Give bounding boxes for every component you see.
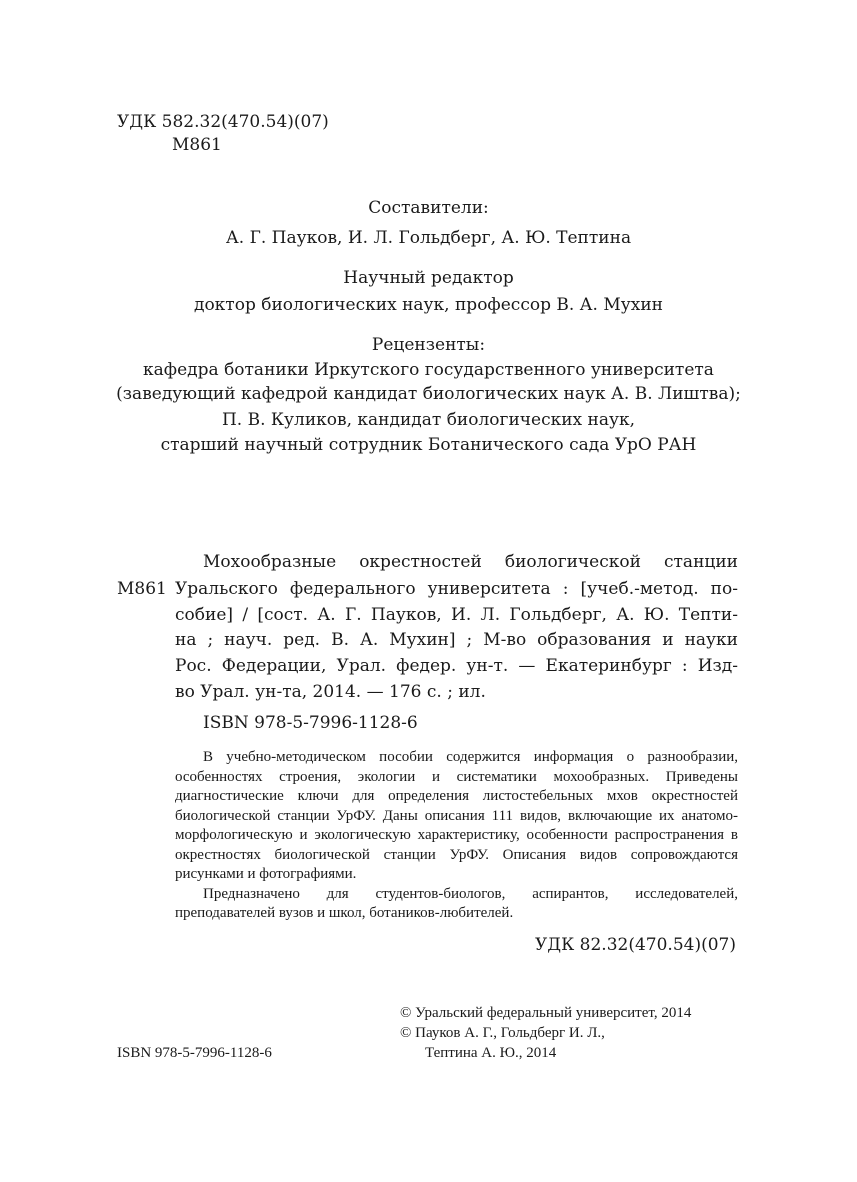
reviewer-2-line-1: П. В. Куликов, кандидат биологических наук, (221, 410, 636, 430)
isbn-bib: ISBN 978-5-7996-1128-6 (203, 713, 418, 733)
reviewer-1-line-2: (заведующий кафедрой кандидат биологических наук А. В. Лиштва); (116, 384, 741, 404)
udk-code-bottom: УДК 82.32(470.54)(07) (535, 935, 736, 955)
reviewers-heading: Рецензенты: (371, 335, 486, 355)
bib-line-2: Уральского федерального университета : [учеб.-метод. по- (175, 579, 738, 599)
reviewer-1-line-1: кафедра ботаники Иркутского государственного университета (143, 360, 714, 380)
bib-line-1: Мохообразные окрестностей биологической станции (203, 552, 738, 572)
bib-line-3: собие] / [сост. А. Г. Пауков, И. Л. Гольдберг, А. Ю. Тепти- (175, 605, 738, 625)
author-mark-bib: М861 (117, 579, 167, 599)
reviewer-2-line-2: старший научный сотрудник Ботанического сада УрО РАН (160, 435, 697, 455)
bib-line-4: на ; науч. ред. В. А. Мухин] ; М-во образования и науки (175, 630, 738, 650)
bib-line-5: Рос. Федерации, Урал. федер. ун-т. — Екатеринбург : Изд- (175, 656, 738, 676)
compilers-names: А. Г. Пауков, И. Л. Гольдберг, А. Ю. Тептина (225, 228, 632, 248)
copyright-line-1: © Уральский федеральный университет, 2014 (400, 1005, 692, 1021)
copyright-line-3: Тептина А. Ю., 2014 (425, 1045, 557, 1061)
editor-heading: Научный редактор (343, 268, 514, 288)
isbn-bottom: ISBN 978-5-7996-1128-6 (117, 1045, 272, 1061)
editor-name: доктор биологических наук, профессор В. А. Мухин (193, 295, 663, 315)
annotation (175, 748, 738, 924)
copyright-line-2: © Пауков А. Г., Гольдберг И. Л., (400, 1025, 605, 1041)
author-mark-top: М861 (172, 135, 222, 155)
annotation-paragraph-1: В учебно-методическом пособии содержится информация о разнообразии, особенностях строения, экологии и систематики мохообразных. Приведены диагностические ключи для определения листостебельных мхов окрестностей биологической станции УрФУ. Даны описания 111 видов, включающие их анатомо-морфологическую и экологическую характеристику, особенности распространения в окрестностях биологической станции УрФУ. Описания видов сопровождаются рисунками и фотографиями. (175, 749, 738, 882)
udk-code-top: УДК 582.32(470.54)(07) (117, 112, 329, 132)
bib-line-6: во Урал. ун-та, 2014. — 176 с. ; ил. (175, 682, 486, 702)
compilers-heading: Составители: (368, 198, 489, 218)
annotation-paragraph-2: Предназначено для студентов-биологов, аспирантов, исследователей, преподавателей вузов и школ, ботаников-любителей. (175, 885, 738, 921)
